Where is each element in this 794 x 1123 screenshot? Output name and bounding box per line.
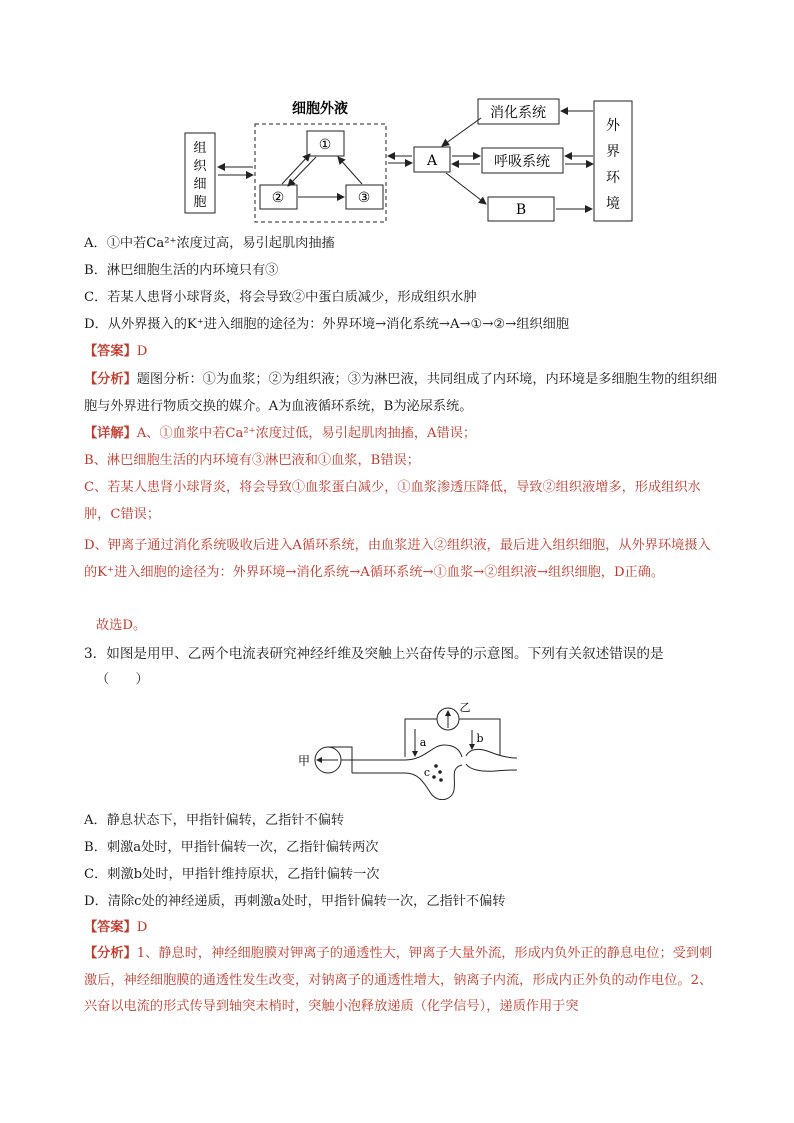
label-a: A <box>426 153 438 169</box>
q3-paren: （ ） <box>96 672 149 687</box>
q2-analysis <box>84 367 720 420</box>
analysis-tag: 【分析】 <box>84 372 137 387</box>
q3-option-a: A．静息状态下，甲指针偏转，乙指针不偏转 <box>84 813 345 828</box>
arrow-a-to-b <box>446 173 486 204</box>
arrow-3-to-1 <box>338 157 362 184</box>
arrow-digestive-to-a <box>442 118 481 146</box>
tissue-cell-char-2: 织 <box>193 159 207 174</box>
q2-option-d: D．从外界摄入的K⁺进入细胞的途径为：外界环境→消化系统→A→①→②→组织细胞 <box>84 317 570 332</box>
tissue-cell-char-3: 细 <box>193 177 207 192</box>
arrow-1-to-2 <box>288 157 316 186</box>
axon-lower <box>352 765 462 800</box>
label-b: b <box>476 732 484 745</box>
q3-answer <box>84 918 147 938</box>
q2-answer <box>84 342 147 362</box>
answer-value: D <box>136 920 148 935</box>
q3-stem: 3．如图是用甲、乙两个电流表研究神经纤维及突触上兴奋传导的示意图。下列有关叙述错误的是 <box>84 646 664 662</box>
label-respiratory: 呼吸系统 <box>494 154 550 170</box>
tissue-cell-char-1: 组 <box>193 141 207 156</box>
q2-conclusion: 故选D。 <box>96 618 147 633</box>
answer-value: D <box>136 344 148 359</box>
postsynaptic-lower <box>466 764 517 771</box>
q2-detail-b: B、淋巴细胞生活的内环境有③淋巴液和①血浆，B错误； <box>84 453 420 468</box>
q2-detail-d <box>84 533 720 586</box>
q2-detail-a <box>84 424 476 444</box>
q2-option-a: A．①中若Ca²⁺浓度过高，易引起肌肉抽搐 <box>84 236 335 251</box>
analysis-text: 题图分析：①为血浆；②为组织液；③为淋巴液，共同组成了内环境，内环境是多细胞生物的组织细胞与外界进行物质交换的媒介。A为血液循环系统，B为泌尿系统。 <box>84 372 717 414</box>
answer-tag: 【答案】 <box>84 920 137 935</box>
q2-option-c: C．若某人患肾小球肾炎，将会导致②中蛋白质减少，形成组织水肿 <box>84 290 477 305</box>
detail-tag: 【详解】 <box>84 426 137 441</box>
ammeter-jia-wires <box>328 747 352 760</box>
postsynaptic-upper <box>466 749 517 758</box>
detail-d-post: →组织细胞，D正确。 <box>536 564 665 580</box>
answer-tag: 【答案】 <box>84 344 137 359</box>
vesicle <box>439 778 443 782</box>
label-n1: ① <box>318 137 332 153</box>
q2-detail-c: C、若某人患肾小球肾炎，将会导致①血浆蛋白减少，①血浆渗透压降低，导致②组织液增多，形成组织水肿，C错误； <box>84 480 701 522</box>
vesicle <box>438 770 442 774</box>
label-n3: ③ <box>357 190 371 206</box>
external-char-2: 界 <box>606 144 620 160</box>
analysis-text: 1、静息时，神经细胞膜对钾离子的通透性大，钾离子大量外流，形成内负外正的静息电位；受到刺激后，神经细胞膜的通透性发生改变，对钠离子的通透性增大，钠离子内流，形成内正外负的动作电位。2、兴奋以电流的形式传导到轴突末梢时，突触小泡释放递质（化学信号），递质作用于突 <box>84 946 713 1014</box>
internal-environment-diagram <box>180 95 640 230</box>
q3-option-c: C．刺激b处时，甲指针维持原状，乙指针偏转一次 <box>84 867 380 882</box>
label-b: B <box>515 202 527 218</box>
q3-option-b: B．刺激a处时，甲指针偏转一次，乙指针偏转两次 <box>84 840 379 855</box>
nerve-synapse-diagram <box>290 695 520 800</box>
label-digestive: 消化系统 <box>490 105 546 121</box>
label-c: c <box>423 766 431 779</box>
label-yi: 乙 <box>459 701 471 714</box>
label-jia: 甲 <box>297 754 311 768</box>
detail-d-highlight: ①血浆→②组织液 <box>433 564 537 580</box>
external-char-3: 环 <box>606 170 620 186</box>
external-char-1: 外 <box>606 118 620 134</box>
extracellular-fluid-title: 细胞外液 <box>292 101 348 117</box>
vesicle <box>432 775 436 779</box>
external-char-4: 境 <box>606 196 620 212</box>
tissue-cell-char-4: 胞 <box>193 195 207 210</box>
detail-d-pre: D、钾离子通过消化系统吸收后进入A循环系统，由血浆进入②组织液，最后进入组织细胞，从外界环境摄入的K⁺进入细胞的途径为：外界环境→消化系统→A循环系统→ <box>84 538 711 580</box>
label-a: a <box>419 736 427 749</box>
q3-analysis <box>84 941 720 1021</box>
arrow-2-to-1 <box>282 154 310 184</box>
q2-option-b: B．淋巴细胞生活的内环境只有③ <box>84 263 279 278</box>
vesicle <box>434 764 438 768</box>
axon-upper <box>352 745 462 760</box>
detail-a-text: A、①血浆中若Ca²⁺浓度过低，易引起肌肉抽搐，A错误； <box>136 426 477 441</box>
q3-option-d: D．清除c处的神经递质，再刺激a处时，甲指针偏转一次，乙指针不偏转 <box>84 894 506 909</box>
analysis-tag: 【分析】 <box>84 946 137 961</box>
label-n2: ② <box>271 190 285 206</box>
